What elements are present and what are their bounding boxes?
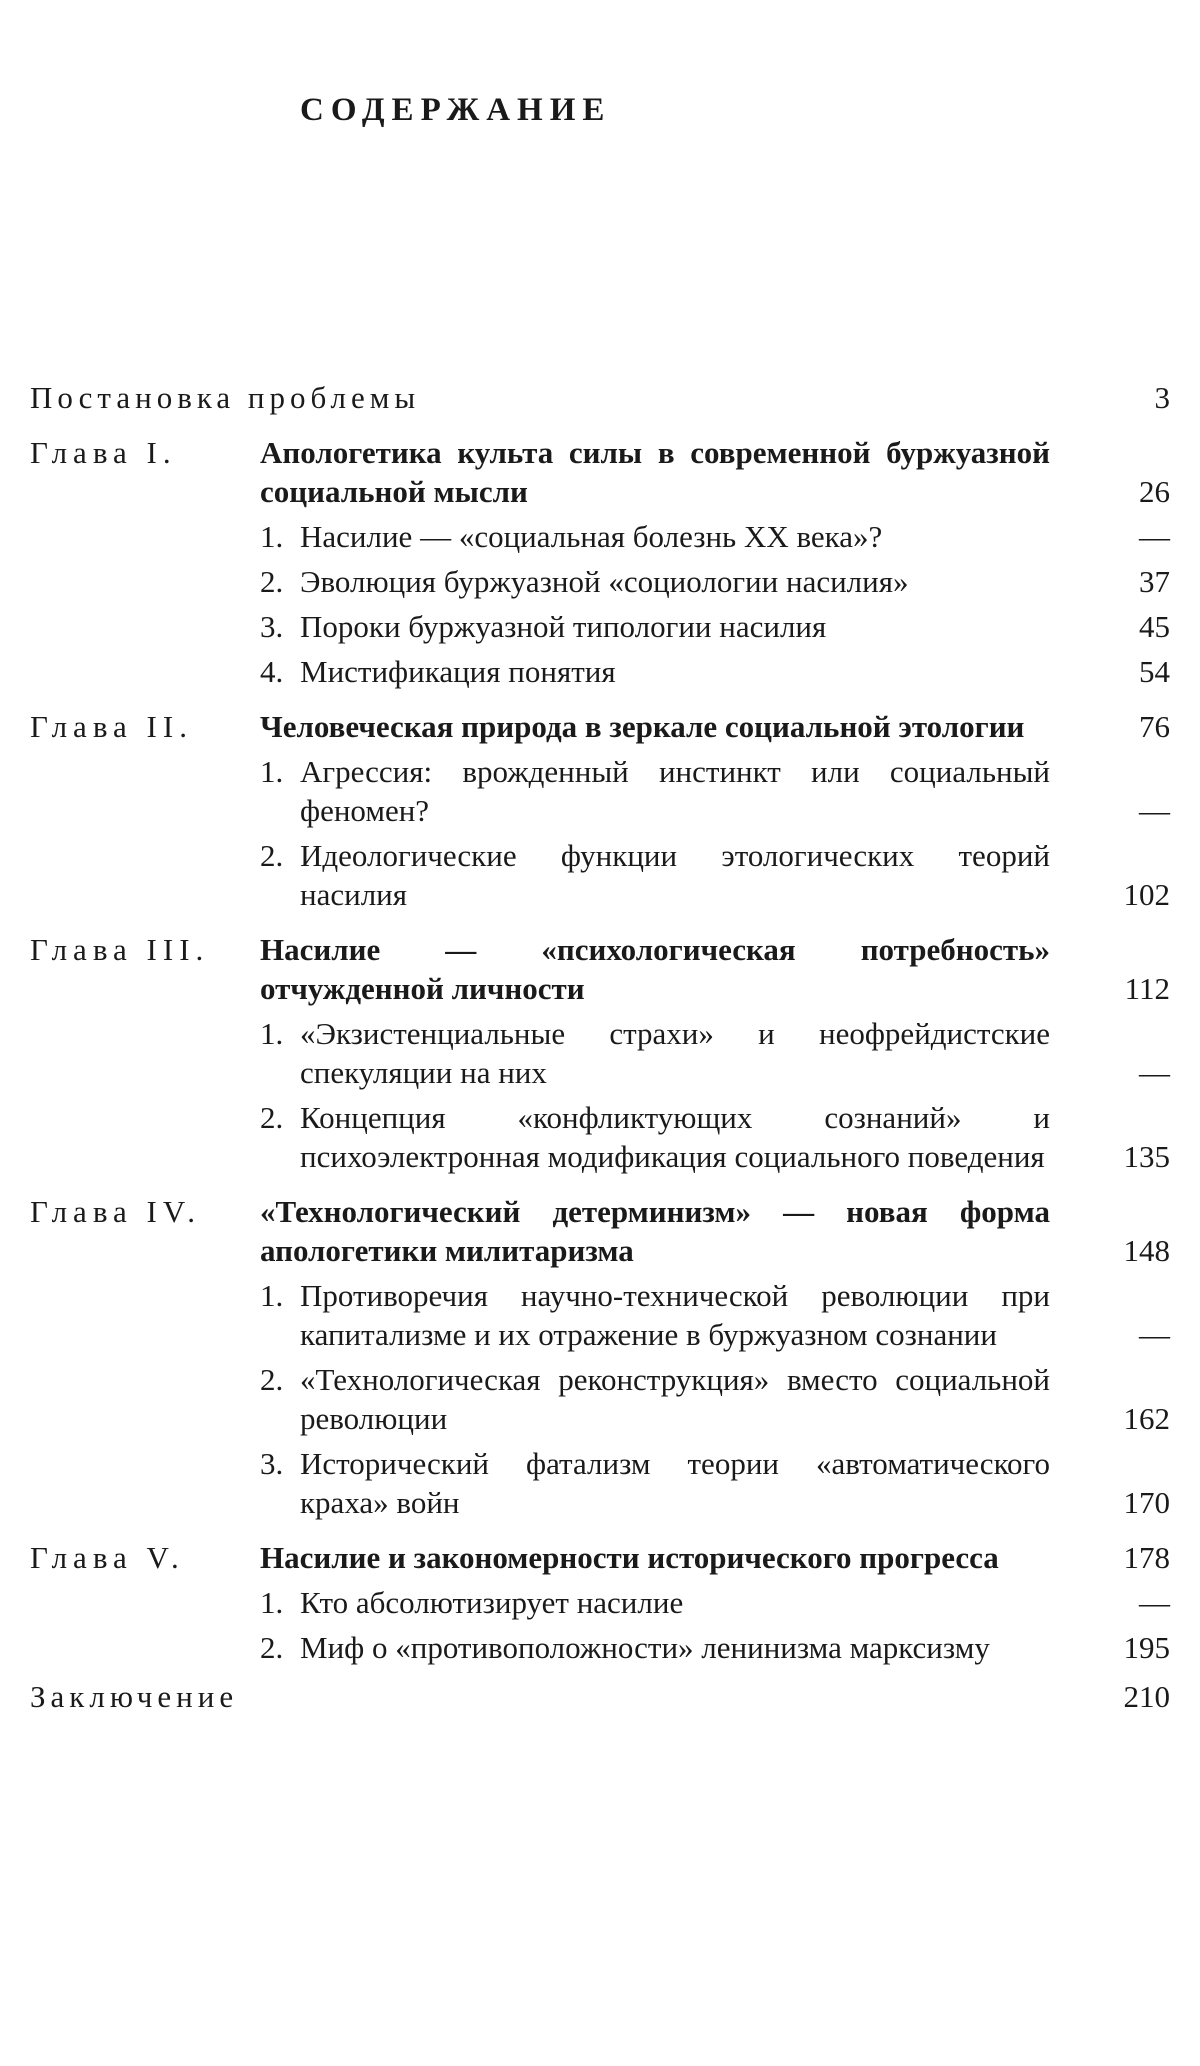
chapter-title: «Технологический детерминизм» — новая форма апологетики милитаризма — [260, 1194, 1050, 1268]
section-number: 1. — [260, 519, 284, 554]
chapter-label: Глава IV. — [30, 1194, 202, 1229]
toc-page-number: 26 — [1139, 474, 1170, 509]
toc-page-number: 178 — [1123, 1540, 1170, 1575]
section-number: 4. — [260, 654, 284, 689]
chapter-label: Глава I. — [30, 435, 177, 470]
chapter-label: Глава V. — [30, 1540, 185, 1575]
section-title: Концепция «конфликтующих сознаний» и психоэлектронная модификация социального поведения — [300, 1100, 1050, 1174]
toc-entry-conclusion — [30, 1677, 1170, 1716]
toc-section — [30, 752, 1170, 830]
toc-section — [30, 607, 1170, 646]
section-number: 3. — [260, 1446, 284, 1481]
toc-section — [30, 652, 1170, 691]
table-of-contents — [30, 378, 1170, 1716]
toc-page-number: — — [1139, 1317, 1170, 1352]
section-title: «Экзистенциальные страхи» и неофрейдистские спекуляции на них — [300, 1016, 1050, 1090]
section-title: Агрессия: врожденный инстинкт или социальный феномен? — [300, 754, 1050, 828]
toc-page-number: 37 — [1139, 564, 1170, 599]
toc-page-number: 102 — [1123, 877, 1170, 912]
section-title: «Технологическая реконструкция» вместо социальной революции — [300, 1362, 1050, 1436]
section-number: 2. — [260, 1362, 284, 1397]
section-number: 2. — [260, 1630, 284, 1665]
section-number: 3. — [260, 609, 284, 644]
toc-chapter-5 — [30, 1538, 1170, 1577]
toc-page-number: 45 — [1139, 609, 1170, 644]
section-title: Противоречия научно-технической революции при капитализме и их отражение в буржуазном сознании — [300, 1278, 1050, 1352]
chapter-label: Глава III. — [30, 932, 210, 967]
chapter-title: Насилие — «психологическая потребность» отчужденной личности — [260, 932, 1050, 1006]
toc-section — [30, 1628, 1170, 1667]
toc-section — [30, 1014, 1170, 1092]
section-title: Миф о «противоположности» ленинизма марксизму — [300, 1630, 990, 1665]
section-title: Мистификация понятия — [300, 654, 616, 689]
section-title: Насилие — «социальная болезнь XX века»? — [300, 519, 883, 554]
section-title: Исторический фатализм теории «автоматического краха» войн — [300, 1446, 1050, 1520]
toc-entry-title: Заключение — [30, 1679, 239, 1714]
toc-entry-intro — [30, 378, 1170, 417]
toc-section — [30, 1098, 1170, 1176]
toc-page-number: 162 — [1123, 1401, 1170, 1436]
section-number: 1. — [260, 754, 284, 789]
toc-page-number: 210 — [1123, 1679, 1170, 1714]
toc-chapter-4 — [30, 1192, 1170, 1270]
chapter-label: Глава II. — [30, 709, 193, 744]
toc-section — [30, 836, 1170, 914]
toc-section — [30, 1360, 1170, 1438]
toc-section — [30, 562, 1170, 601]
section-number: 2. — [260, 564, 284, 599]
toc-page-number: 148 — [1123, 1233, 1170, 1268]
section-number: 1. — [260, 1278, 284, 1313]
section-number: 2. — [260, 838, 284, 873]
chapter-title: Человеческая природа в зеркале социальной этологии — [260, 709, 1025, 744]
page-title: СОДЕРЖАНИЕ — [300, 92, 612, 128]
section-number: 1. — [260, 1016, 284, 1051]
toc-page-number: 135 — [1123, 1139, 1170, 1174]
toc-page-number: — — [1139, 519, 1170, 554]
toc-page-number: 54 — [1139, 654, 1170, 689]
toc-page-number: 112 — [1124, 971, 1170, 1006]
toc-section — [30, 1276, 1170, 1354]
toc-page-number: 76 — [1139, 709, 1170, 744]
section-number: 2. — [260, 1100, 284, 1135]
chapter-title: Апологетика культа силы в современной буржуазной социальной мысли — [260, 435, 1050, 509]
toc-page-number: 170 — [1123, 1485, 1170, 1520]
section-title: Эволюция буржуазной «социологии насилия» — [300, 564, 909, 599]
toc-chapter-3 — [30, 930, 1170, 1008]
toc-section — [30, 1444, 1170, 1522]
toc-page-number: 195 — [1123, 1630, 1170, 1665]
toc-chapter-2 — [30, 707, 1170, 746]
toc-page-number: — — [1139, 793, 1170, 828]
section-title: Пороки буржуазной типологии насилия — [300, 609, 827, 644]
toc-entry-title: Постановка проблемы — [30, 380, 421, 415]
toc-chapter-1 — [30, 433, 1170, 511]
toc-page-number: — — [1139, 1585, 1170, 1620]
section-title: Идеологические функции этологических теорий насилия — [300, 838, 1050, 912]
chapter-title: Насилие и закономерности исторического прогресса — [260, 1540, 999, 1575]
section-title: Кто абсолютизирует насилие — [300, 1585, 684, 1620]
toc-section — [30, 517, 1170, 556]
section-number: 1. — [260, 1585, 284, 1620]
toc-page-number: — — [1139, 1055, 1170, 1090]
toc-section — [30, 1583, 1170, 1622]
toc-page-number: 3 — [1154, 380, 1170, 415]
